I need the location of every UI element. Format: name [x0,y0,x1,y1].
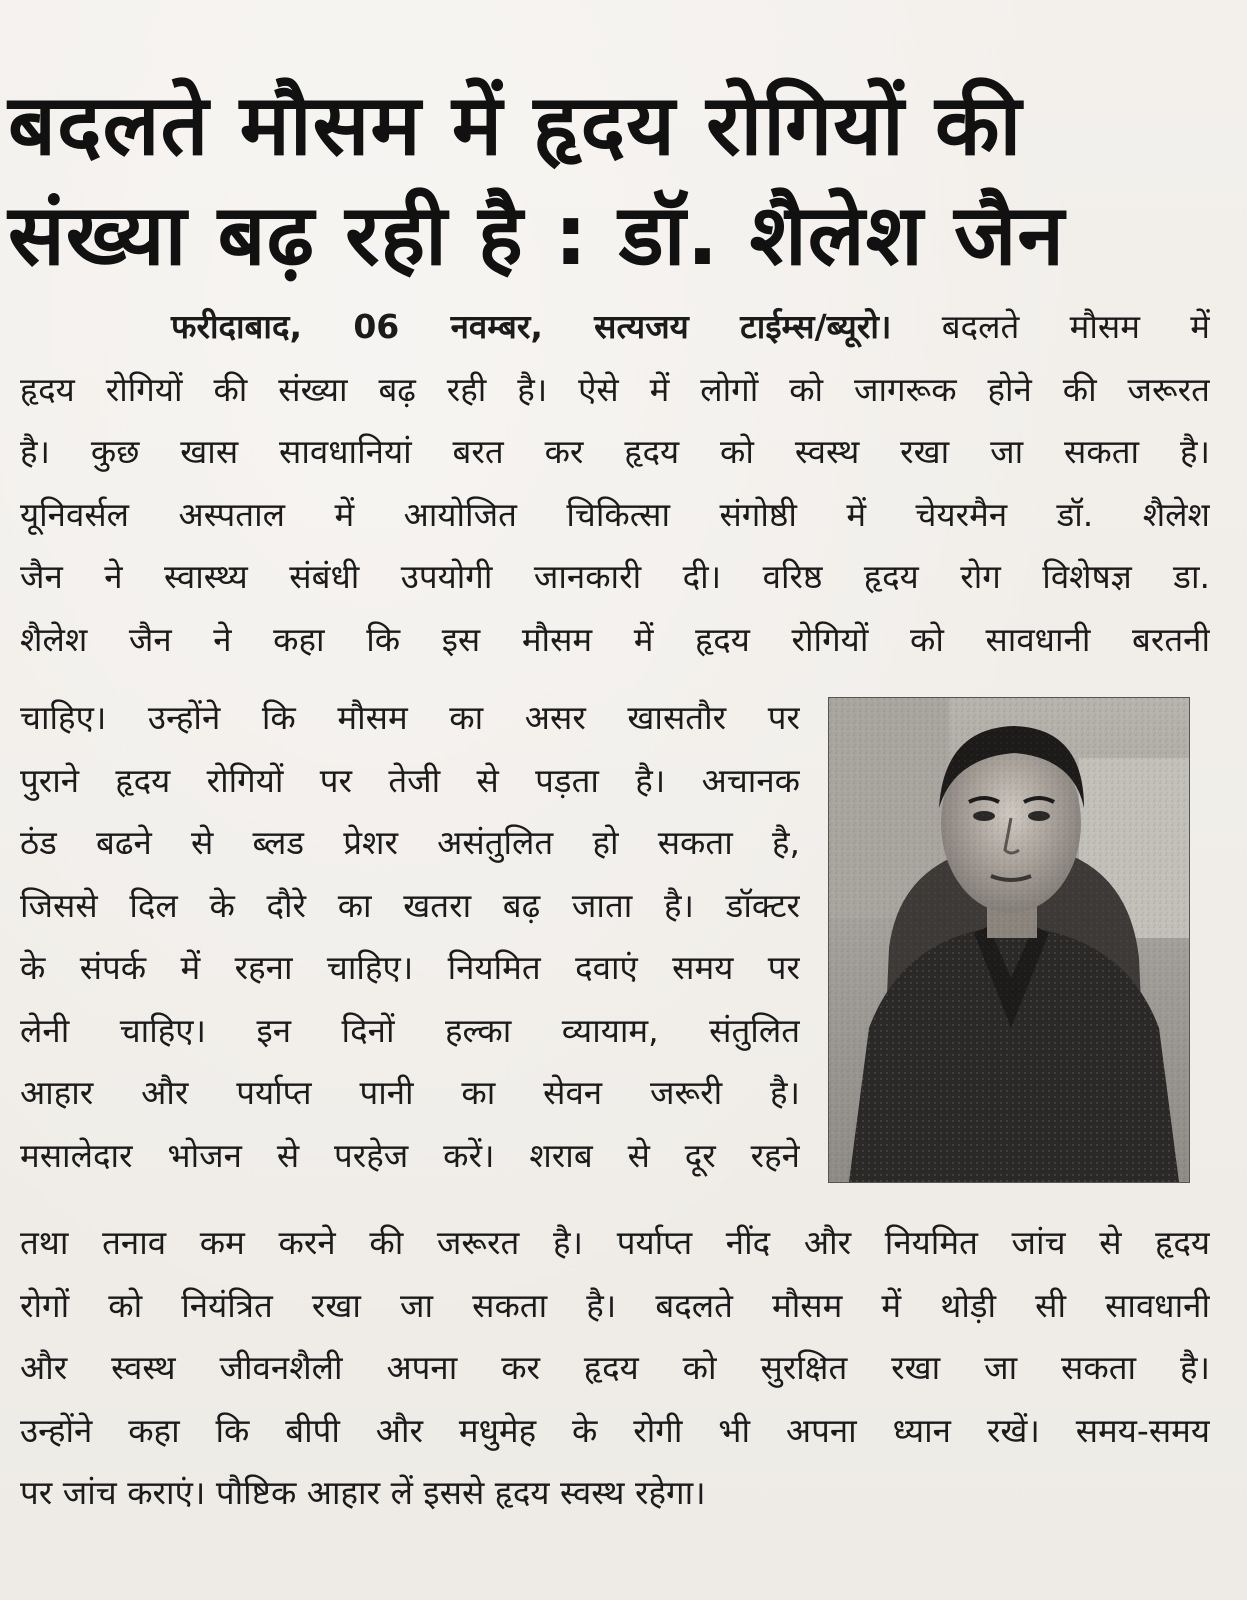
article-line: आहार और पर्याप्त पानी का सेवन जरूरी है। [20,1073,800,1112]
article-line: जिससे दिल के दौरे का खतरा बढ़ जाता है। डॉक्टर [20,885,800,925]
article-text: बदलते मौसम में [941,307,1210,346]
article-line: यूनिवर्सल अस्पताल में आयोजित चिकित्सा संगोष्ठी में चेयरमैन डॉ. शैलेश [20,494,1210,534]
article-line: हृदय रोगियों की संख्या बढ़ रही है। ऐसे में लोगों को जागरूक होने की जरूरत [20,369,1210,409]
article-line: और स्वस्थ जीवनशैली अपना कर हृदय को सुरक्षित रखा जा सकता है। [20,1348,1210,1387]
article-line: जैन ने स्वास्थ्य संबंधी उपयोगी जानकारी दी। वरिष्ठ हृदय रोग विशेषज्ञ डा. [20,557,1210,596]
dateline: फरीदाबाद, 06 नवम्बर, सत्यजय टाईम्स/ब्यूरो। [171,307,892,346]
article-line: मसालेदार भोजन से परहेज करें। शराब से दूर रहने [20,1135,800,1175]
article-line: शैलेश जैन ने कहा कि इस मौसम में हृदय रोगियों को सावधानी बरतनी [20,619,1210,659]
article-line: चाहिए। उन्होंने कि मौसम का असर खासतौर पर [20,698,800,737]
doctor-portrait-photo [828,697,1190,1183]
article-column-beside-photo [20,687,800,1187]
article-line: ठंड बढने से ब्लड प्रेशर असंतुलित हो सकता है, [20,823,800,862]
article-line: है। कुछ खास सावधानियां बरत कर हृदय को स्वस्थ रखा जा सकता है। [20,432,1210,471]
article-line: पर जांच कराएं। पौष्टिक आहार लें इससे हृदय स्वस्थ रहेगा। [20,1473,706,1512]
headline-line-2: संख्या बढ़ रही है : डॉ. शैलेश जैन [8,186,1066,284]
article-intro-paragraph [20,296,1210,671]
article-line: लेनी चाहिए। इन दिनों हल्का व्यायाम, संतुलित [20,1010,800,1050]
portrait-illustration [829,698,1189,1182]
headline-line-1: बदलते मौसम में हृदय रोगियों की [8,76,1023,174]
article-line [20,296,1210,359]
article-line: के संपर्क में रहना चाहिए। नियमित दवाएं समय पर [20,948,800,987]
article-headline [8,70,1238,290]
article-closing-paragraph [20,1212,1210,1525]
article-line: पुराने हृदय रोगियों पर तेजी से पड़ता है। अचानक [20,760,800,800]
article-line: रोगों को नियंत्रित रखा जा सकता है। बदलते मौसम में थोड़ी सी सावधानी [20,1285,1210,1325]
article-line: उन्होंने कहा कि बीपी और मधुमेह के रोगी भी अपना ध्यान रखें। समय-समय [20,1410,1210,1450]
article-line: तथा तनाव कम करने की जरूरत है। पर्याप्त नींद और नियमित जांच से हृदय [20,1223,1210,1262]
